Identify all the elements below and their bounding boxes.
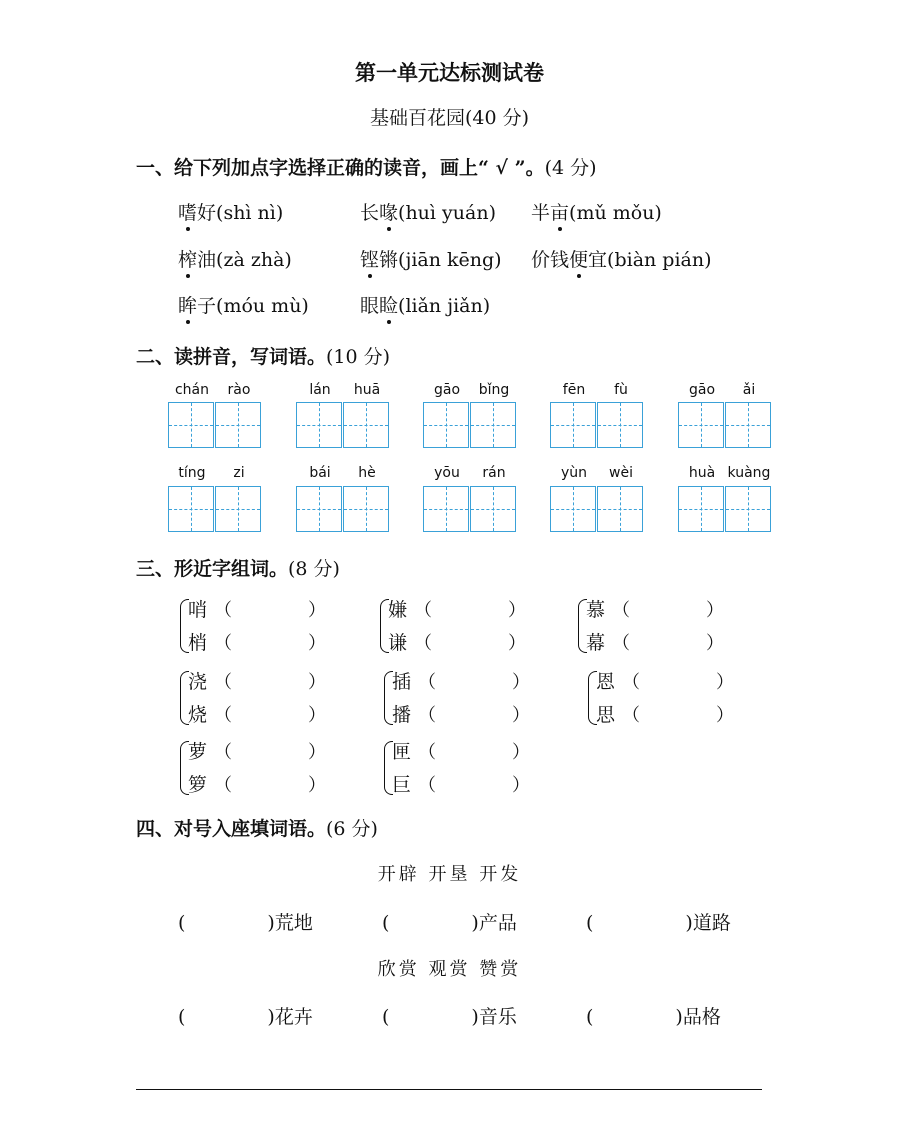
bottom-rule xyxy=(136,1089,762,1090)
section3-heading xyxy=(136,554,340,581)
section4-heading xyxy=(136,814,378,841)
similar-char: 谦 xyxy=(388,632,408,654)
pinyin-label: bái xyxy=(309,465,331,481)
similar-char: 匣 xyxy=(392,741,412,763)
pinyin-label: gāo xyxy=(688,382,716,398)
pinyin-label: zi xyxy=(233,465,245,481)
pinyin-label: rán xyxy=(482,465,506,481)
reading-item: 榨油(zà zhà) xyxy=(178,245,292,272)
page-title: 第一单元达标测试卷 xyxy=(355,60,544,85)
writing-cell[interactable] xyxy=(470,402,516,448)
section4-points: (6 分) xyxy=(326,818,378,840)
section4-heading-text: 四、对号入座填词语。 xyxy=(136,818,327,840)
similar-char: 慕 xyxy=(586,599,606,621)
similar-char: 巨 xyxy=(392,774,412,796)
answer-paren-close: ） xyxy=(706,633,724,654)
answer-paren-close: ） xyxy=(308,742,326,763)
answer-paren-open[interactable]: （ xyxy=(418,672,436,693)
answer-paren-close: ） xyxy=(308,633,326,654)
answer-paren-close: ） xyxy=(308,672,326,693)
writing-cell[interactable] xyxy=(725,402,771,448)
fill-blank[interactable]: ( )花卉 xyxy=(178,1006,313,1028)
word-bank-1: 开辟 开垦 开发 xyxy=(377,864,522,885)
similar-char: 幕 xyxy=(586,632,606,654)
writing-cell[interactable] xyxy=(470,486,516,532)
writing-cell[interactable] xyxy=(168,402,214,448)
similar-char: 萝 xyxy=(188,741,208,763)
fill-blank[interactable]: ( )产品 xyxy=(382,912,517,934)
reading-item: 眸子(móu mù) xyxy=(178,291,309,318)
reading-item: 半亩(mǔ mǒu) xyxy=(531,198,662,225)
answer-paren-close: ） xyxy=(308,775,326,796)
writing-cell[interactable] xyxy=(725,486,771,532)
similar-char: 思 xyxy=(596,704,616,726)
fill-blank[interactable]: ( )道路 xyxy=(586,912,731,934)
answer-paren-open[interactable]: （ xyxy=(214,775,232,796)
section2-points: (10 分) xyxy=(326,346,391,368)
pinyin-label: kuàng xyxy=(727,465,771,481)
writing-cell[interactable] xyxy=(423,486,469,532)
fill-blank[interactable]: ( )品格 xyxy=(586,1006,721,1028)
writing-cell[interactable] xyxy=(343,486,389,532)
answer-paren-close: ） xyxy=(716,672,734,693)
writing-cell[interactable] xyxy=(168,486,214,532)
similar-char: 箩 xyxy=(188,774,208,796)
writing-cell[interactable] xyxy=(423,402,469,448)
similar-char: 烧 xyxy=(188,704,208,726)
writing-cell[interactable] xyxy=(550,402,596,448)
section2-heading xyxy=(136,342,390,369)
similar-char: 梢 xyxy=(188,632,208,654)
writing-cell[interactable] xyxy=(678,402,724,448)
pinyin-label: bǐng xyxy=(478,382,510,398)
answer-paren-open[interactable]: （ xyxy=(414,633,432,654)
answer-paren-close: ） xyxy=(512,672,530,693)
answer-paren-close: ） xyxy=(508,600,526,621)
reading-item: 眼睑(liǎn jiǎn) xyxy=(360,291,490,318)
answer-paren-open[interactable]: （ xyxy=(214,672,232,693)
similar-char: 恩 xyxy=(596,671,616,693)
similar-char: 播 xyxy=(392,704,412,726)
pinyin-label: huà xyxy=(688,465,716,481)
writing-cell[interactable] xyxy=(678,486,724,532)
writing-cell[interactable] xyxy=(215,402,261,448)
reading-item: 价钱便宜(biàn pián) xyxy=(531,245,712,272)
answer-paren-open[interactable]: （ xyxy=(418,705,436,726)
pinyin-label: rào xyxy=(227,382,251,398)
pinyin-label: lán xyxy=(309,382,331,398)
fill-blank[interactable]: ( )音乐 xyxy=(382,1006,517,1028)
section2-heading-text: 二、读拼音，写词语。 xyxy=(136,346,327,368)
similar-char: 浇 xyxy=(188,671,208,693)
reading-item: 长喙(huì yuán) xyxy=(360,198,496,225)
writing-cell[interactable] xyxy=(597,402,643,448)
similar-char: 哨 xyxy=(188,599,208,621)
writing-cell[interactable] xyxy=(296,402,342,448)
writing-cell[interactable] xyxy=(215,486,261,532)
answer-paren-open[interactable]: （ xyxy=(612,633,630,654)
answer-paren-open[interactable]: （ xyxy=(612,600,630,621)
answer-paren-close: ） xyxy=(308,705,326,726)
answer-paren-open[interactable]: （ xyxy=(418,775,436,796)
pinyin-label: fù xyxy=(614,382,628,398)
answer-paren-open[interactable]: （ xyxy=(418,742,436,763)
reading-item: 嗜好(shì nì) xyxy=(178,198,283,225)
answer-paren-close: ） xyxy=(716,705,734,726)
answer-paren-open[interactable]: （ xyxy=(214,633,232,654)
answer-paren-open[interactable]: （ xyxy=(622,705,640,726)
section1-points: (4 分) xyxy=(544,157,597,179)
writing-cell[interactable] xyxy=(550,486,596,532)
pinyin-label: wèi xyxy=(609,465,633,481)
answer-paren-close: ） xyxy=(508,633,526,654)
reading-item: 铿锵(jiān kēng) xyxy=(360,245,502,272)
answer-paren-close: ） xyxy=(512,705,530,726)
pinyin-label: yùn xyxy=(560,465,588,481)
answer-paren-open[interactable]: （ xyxy=(214,705,232,726)
writing-cell[interactable] xyxy=(597,486,643,532)
similar-char: 插 xyxy=(392,671,412,693)
similar-char: 嫌 xyxy=(388,599,408,621)
section1-heading-text: 一、给下列加点字选择正确的读音，画上“ √ ”。 xyxy=(136,157,545,179)
section3-heading-text: 三、形近字组词。 xyxy=(136,558,289,580)
answer-paren-close: ） xyxy=(308,600,326,621)
answer-paren-open[interactable]: （ xyxy=(622,672,640,693)
word-bank-2: 欣赏 观赏 赞赏 xyxy=(377,959,522,980)
answer-paren-close: ） xyxy=(512,742,530,763)
writing-cell[interactable] xyxy=(343,402,389,448)
pinyin-label: huā xyxy=(353,382,381,398)
answer-paren-open[interactable]: （ xyxy=(414,600,432,621)
answer-paren-close: ） xyxy=(512,775,530,796)
answer-paren-close: ） xyxy=(706,600,724,621)
pinyin-label: hè xyxy=(358,465,376,481)
pinyin-label: ǎi xyxy=(742,382,756,398)
page-subtitle: 基础百花园(40 分) xyxy=(369,107,530,129)
pinyin-label: tíng xyxy=(178,465,206,481)
answer-paren-open[interactable]: （ xyxy=(214,600,232,621)
writing-cell[interactable] xyxy=(296,486,342,532)
pinyin-label: fēn xyxy=(562,382,586,398)
section3-points: (8 分) xyxy=(288,558,340,580)
answer-paren-open[interactable]: （ xyxy=(214,742,232,763)
pinyin-label: chán xyxy=(174,382,210,398)
section1-heading xyxy=(136,153,597,180)
fill-blank[interactable]: ( )荒地 xyxy=(178,912,313,934)
pinyin-label: yōu xyxy=(434,465,460,481)
pinyin-label: gāo xyxy=(433,382,461,398)
